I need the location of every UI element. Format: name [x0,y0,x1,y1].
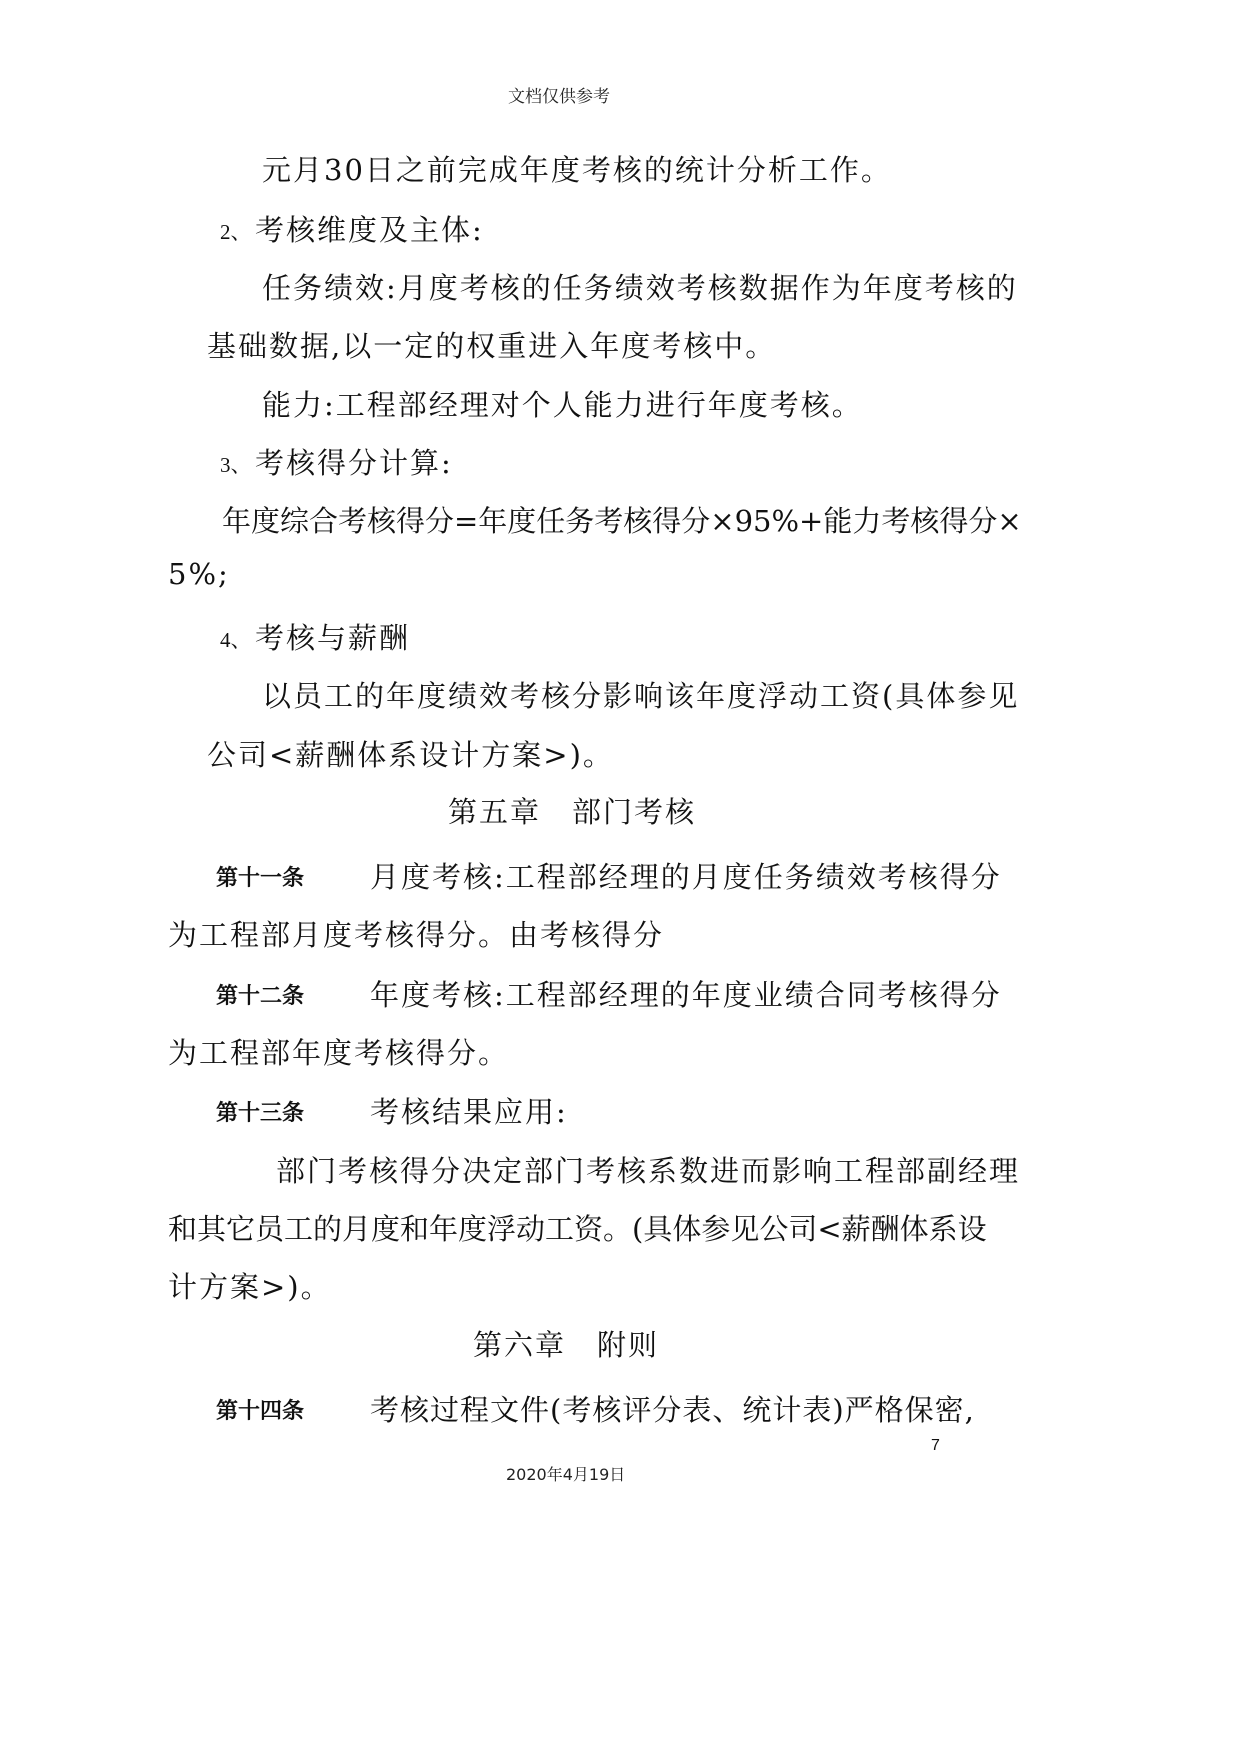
paragraph-line: 元月30日之前完成年度考核的统计分析工作。 [262,153,892,187]
list-number: 4、 [220,628,252,652]
paragraph-line: 计方案>)。 [168,1270,332,1304]
article-text-continued: 为工程部月度考核得分。由考核得分 [168,918,665,952]
paragraph-line: 公司<薪酬体系设计方案>)。 [207,738,614,772]
paragraph-line: 能力:工程部经理对个人能力进行年度考核。 [262,388,863,422]
formula-line-continued: 5%; [168,557,230,591]
article-text: 月度考核:工程部经理的月度任务绩效考核得分 [370,860,1002,894]
article-label: 第十四条 [216,1399,305,1424]
article-text: 考核结果应用: [370,1095,568,1129]
paragraph-line: 以员工的年度绩效考核分影响该年度浮动工资(具体参见 [262,679,1020,713]
list-number: 3、 [220,453,252,477]
chapter-heading: 第六章 附则 [473,1328,660,1362]
chapter-heading: 第五章 部门考核 [448,795,697,829]
paragraph-line: 和其它员工的月度和年度浮动工资。(具体参见公司<薪酬体系设 [168,1212,987,1246]
list-heading: 考核维度及主体: [255,213,484,247]
page-number: 7 [931,1437,940,1454]
list-number: 2、 [220,220,252,244]
list-heading: 考核得分计算: [255,446,453,480]
formula-line: 年度综合考核得分=年度任务考核得分×95%+能力考核得分× [222,504,1022,538]
paragraph-line: 基础数据,以一定的权重进入年度考核中。 [207,329,777,363]
footer-date: 2020年4月19日 [506,1465,626,1484]
article-label: 第十二条 [216,984,305,1009]
paragraph-line: 任务绩效:月度考核的任务绩效考核数据作为年度考核的 [262,271,1018,305]
list-heading: 考核与薪酬 [255,621,411,655]
article-text: 考核过程文件(考核评分表、统计表)严格保密, [370,1393,975,1427]
article-text-continued: 为工程部年度考核得分。 [168,1036,510,1070]
article-label: 第十一条 [216,866,305,891]
paragraph-line: 部门考核得分决定部门考核系数进而影响工程部副经理 [276,1154,1021,1188]
page-header: 文档仅供参考 [508,87,610,107]
article-text: 年度考核:工程部经理的年度业绩合同考核得分 [370,978,1002,1012]
article-label: 第十三条 [216,1101,305,1126]
